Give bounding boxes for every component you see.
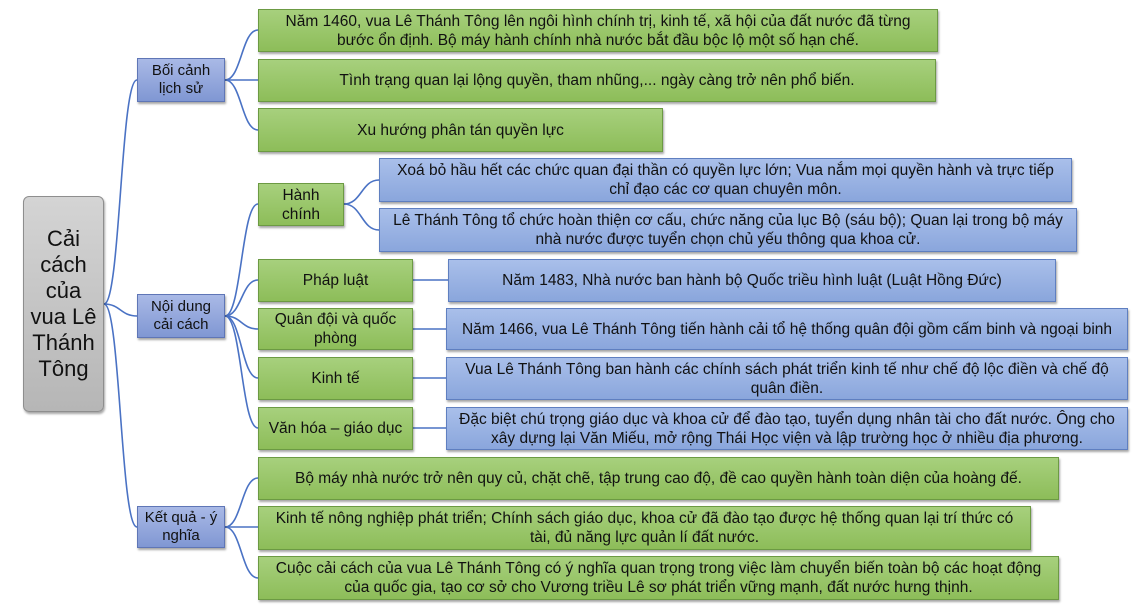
result-item: Kinh tế nông nghiệp phát triển; Chính sách giáo dục, khoa cử đã đào tạo được hệ thống quan lại trí thức có tài, đủ năng lực quản lí đất nước. [258, 506, 1031, 550]
detail-administration-2: Lê Thánh Tông tổ chức hoàn thiện cơ cấu, chức năng của lục Bộ (sáu bộ); Quan lại trong bộ máy nhà nước được tuyển chọn chủ yếu thông qua khoa cử. [379, 208, 1077, 252]
content-group-law: Pháp luật [258, 259, 413, 302]
content-group-culture-education: Văn hóa – giáo dục [258, 407, 413, 450]
content-group-administration: Hành chính [258, 183, 344, 226]
category-result-label: Kết quả - ý nghĩa [144, 509, 218, 544]
detail-economy: Vua Lê Thánh Tông ban hành các chính sách phát triển kinh tế như chế độ lộc điền và chế độ quân điền. [446, 357, 1128, 400]
result-item: Cuộc cải cách của vua Lê Thánh Tông có ý nghĩa quan trọng trong việc làm chuyển biến toàn bộ các hoạt động của quốc gia, tạo cơ sở cho Vương triều Lê sơ phát triển vững mạnh, đất nước hưng thịnh. [258, 556, 1059, 600]
detail-administration-1: Xoá bỏ hầu hết các chức quan đại thần có quyền lực lớn; Vua nắm mọi quyền hành và trực tiếp chỉ đạo các cơ quan chuyên môn. [379, 158, 1072, 202]
category-content-label: Nội dung cải cách [150, 298, 212, 333]
detail-culture-education: Đặc biệt chú trọng giáo dục và khoa cử để đào tạo, tuyển dụng nhân tài cho đất nước. Ông cho xây dựng lại Văn Miếu, mở rộng Thái Học viện và lập trường học ở nhiều địa phương. [446, 407, 1128, 450]
connector-line-10 [225, 316, 258, 428]
connector-line-3 [225, 30, 258, 80]
category-context-label: Bối cảnh lịch sử [151, 62, 211, 97]
connector-line-12 [344, 204, 379, 230]
category-content [137, 294, 225, 338]
detail-military: Năm 1466, vua Lê Thánh Tông tiến hành cải tổ hệ thống quân đội gồm cấm binh và ngoại binh [446, 308, 1128, 350]
detail-law: Năm 1483, Nhà nước ban hành bộ Quốc triều hình luật (Luật Hồng Đức) [448, 259, 1056, 302]
connector-line-2 [104, 304, 137, 527]
category-result [137, 506, 225, 548]
connector-line-0 [104, 80, 137, 304]
connector-line-19 [225, 527, 258, 578]
context-item: Xu hướng phân tán quyền lực [258, 108, 663, 152]
root-title: Cải cách của vua Lê Thánh Tông [30, 226, 97, 381]
content-group-military: Quân đội và quốc phòng [258, 308, 413, 350]
result-item: Bộ máy nhà nước trở nên quy củ, chặt chẽ, tập trung cao độ, đề cao quyền hành toàn diện của hoàng đế. [258, 457, 1059, 500]
content-group-economy: Kinh tế [258, 357, 413, 400]
connector-line-5 [225, 80, 258, 130]
context-item: Năm 1460, vua Lê Thánh Tông lên ngôi hình chính trị, kinh tế, xã hội của đất nước đã từng bước ổn định. Bộ máy hành chính nhà nước bắt đầu bộc lộ một số hạn chế. [258, 9, 938, 52]
connector-line-11 [344, 180, 379, 204]
connector-line-17 [225, 478, 258, 527]
root-node [23, 196, 104, 412]
context-item: Tình trạng quan lại lộng quyền, tham nhũng,... ngày càng trở nên phổ biến. [258, 59, 936, 102]
category-context [137, 58, 225, 102]
